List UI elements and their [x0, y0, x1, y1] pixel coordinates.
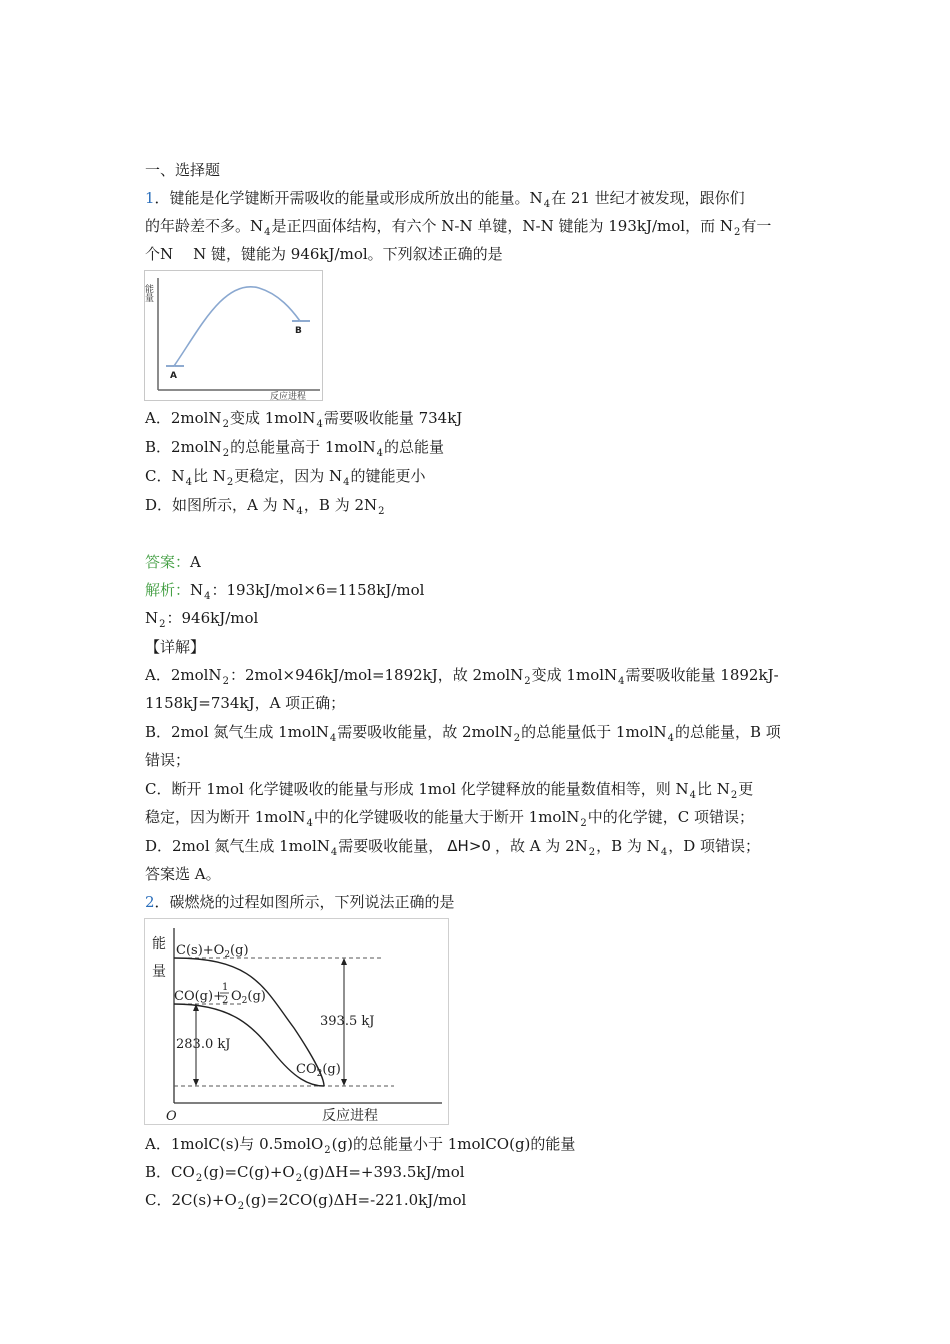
energy-283-label: 283.0 kJ	[176, 1037, 231, 1052]
origin-label: O	[166, 1109, 177, 1124]
answer-label: 答案：	[145, 553, 191, 571]
label-mid-level: CO(g)+	[174, 989, 224, 1004]
q1-text: 是正四面体结构，有六个 N-N 单键，N-N 键能为 193kJ/mol，而 N	[271, 217, 733, 235]
subscript: 2	[524, 676, 531, 687]
q1-text: ．键能是化学键断开需吸收的能量或形成所放出的能量。N	[154, 189, 543, 207]
detail-text: ：2mol×946kJ/mol=1892kJ，故 2molN	[229, 666, 524, 684]
option-text: B．2molN	[145, 438, 222, 456]
subscript: 4	[660, 847, 668, 858]
energy-393-label: 393.5 kJ	[320, 1014, 375, 1029]
subscript: 2	[324, 1145, 331, 1156]
q1-stem-line-2	[145, 216, 771, 236]
q1-text: 的年龄差不多。N	[145, 217, 264, 235]
option-text: D．如图所示，A 为 N	[145, 496, 296, 514]
subscript: 4	[330, 847, 338, 858]
subscript: 4	[343, 477, 350, 488]
y-axis-label-1: 能	[152, 936, 166, 952]
subscript: 4	[376, 448, 383, 459]
option-text: 的键能更小	[350, 467, 426, 485]
detail-text: ，B 为 N	[596, 837, 660, 855]
option-text: (g)=2CO(g)ΔH=-221.0kJ/mol	[245, 1191, 467, 1209]
option-text: 更稳定，因为 N	[234, 467, 343, 485]
detail-text: 需要吸收能量 1892kJ-	[625, 666, 779, 684]
q1-option-b[interactable]	[145, 437, 444, 457]
detail-line-2: 1158kJ=734kJ，A 项正确；	[145, 694, 346, 712]
subscript: 4	[543, 199, 551, 210]
detail-text: D．2mol 氮气生成 1molN	[145, 837, 330, 855]
detail-text: ，D 项错误；	[668, 837, 760, 855]
q1-number: 1	[145, 189, 155, 207]
option-text: 的总能量高于 1molN	[230, 438, 376, 456]
q1-option-a[interactable]	[145, 408, 462, 428]
option-text: 变成 1molN	[229, 409, 316, 427]
point-b-label: B	[295, 326, 302, 336]
detail-line-7	[145, 836, 760, 856]
option-text: C．N	[145, 467, 185, 485]
subscript: 2	[513, 733, 521, 744]
detail-text: 稳定，因为断开 1molN	[145, 808, 306, 826]
point-a-label: A	[170, 371, 177, 381]
detail-line-4: 错误；	[145, 751, 191, 769]
detail-line-5	[145, 779, 753, 799]
q2-option-b[interactable]	[145, 1162, 465, 1182]
y-axis-label: 能量	[144, 284, 153, 302]
detail-text: 的总能量低于 1molN	[521, 723, 667, 741]
x-axis-label: 反应进程	[322, 1108, 378, 1124]
detail-text: C．断开 1mol 化学键吸收的能量与形成 1mol 化学键释放的能量数值相等，则 N	[145, 780, 689, 798]
subscript: 2	[733, 227, 741, 238]
q2-energy-diagram	[144, 918, 450, 1130]
q2-option-a[interactable]	[145, 1134, 575, 1154]
option-text: (g)ΔH=+393.5kJ/mol	[303, 1163, 465, 1181]
detail-text: 变成 1molN	[531, 666, 618, 684]
subscript: 2	[222, 676, 229, 687]
analysis-text: N	[145, 609, 159, 627]
q1-analysis-line-1	[145, 580, 424, 600]
detail-line-1	[145, 665, 779, 685]
q2-stem	[145, 892, 455, 912]
subscript: 4	[316, 419, 323, 430]
subscript: 4	[306, 818, 313, 829]
label-bottom-level: $CO_2(g)$	[296, 1062, 341, 1079]
subscript: 4	[204, 591, 211, 602]
detail-text: 的总能量，B 项	[675, 723, 781, 741]
analysis-label: 解析：	[145, 581, 191, 599]
option-text: (g)=C(g)+O	[203, 1163, 295, 1181]
q1-text: N 键，键能为 946kJ/mol。下列叙述正确的是	[193, 245, 503, 263]
detail-text: ，故 A 为 2N	[494, 837, 588, 855]
detail-text: A．2molN	[145, 666, 222, 684]
detail-text: 需要吸收能量，故 2molN	[337, 723, 513, 741]
answer-value: A	[190, 553, 201, 571]
subscript: 4	[618, 676, 625, 687]
subscript: 4	[264, 227, 271, 238]
subscript: 2	[588, 847, 596, 858]
detail-text: 中的化学键吸收的能量大于断开 1molN	[313, 808, 580, 826]
detail-text: B．2mol 氮气生成 1molN	[145, 723, 329, 741]
q1-stem-line-1	[145, 188, 745, 208]
subscript: 2	[378, 506, 385, 517]
fraction-denominator: 2	[222, 995, 229, 1006]
y-axis-label-2: 量	[152, 964, 166, 980]
q1-energy-diagram	[144, 270, 324, 406]
subscript: 2	[195, 1173, 203, 1184]
x-axis-label: 反应进程	[270, 392, 307, 402]
subscript: 2	[580, 818, 587, 829]
analysis-text: ：193kJ/mol×6=1158kJ/mol	[211, 581, 425, 599]
subscript: 2	[226, 477, 234, 488]
fraction-numerator: 1	[222, 982, 229, 993]
q1-text: 有一	[741, 217, 772, 235]
subscript: 2	[222, 448, 230, 459]
q2-option-c[interactable]	[145, 1190, 466, 1210]
subscript: 2	[222, 419, 229, 430]
subscript: 4	[185, 477, 192, 488]
subscript: 4	[689, 790, 697, 801]
q1-option-d[interactable]	[145, 495, 386, 515]
label-top-level: $C(s)+O_2(g)$	[176, 943, 249, 960]
detail-text: 比 N	[697, 780, 730, 798]
option-text: 的总能量	[384, 438, 445, 456]
label-mid-o2: $O_2(g)$	[231, 989, 266, 1006]
option-text: A．2molN	[145, 409, 222, 427]
q1-text: 在 21 世纪才被发现，跟你们	[551, 189, 745, 207]
q2-text: ．碳燃烧的过程如图所示，下列说法正确的是	[154, 893, 455, 911]
subscript: 4	[667, 733, 675, 744]
detail-line-6	[145, 807, 754, 827]
detail-text: 需要吸收能量，	[338, 837, 444, 855]
detail-line-3	[145, 722, 781, 742]
delta-h-formula: ΔH>0	[447, 837, 491, 855]
detail-title: 【详解】	[145, 638, 206, 656]
detail-text: 中的化学键，C 项错误；	[587, 808, 754, 826]
option-text: 比 N	[192, 467, 226, 485]
subscript: 2	[237, 1201, 245, 1212]
section-title: 一、选择题	[145, 161, 221, 179]
detail-line-8: 答案选 A。	[145, 865, 221, 883]
option-text: A．1molC(s)与 0.5molO	[145, 1135, 324, 1153]
subscript: 2	[295, 1173, 303, 1184]
option-text: B．CO	[145, 1163, 195, 1181]
q1-answer	[145, 552, 201, 572]
q1-analysis-line-2	[145, 608, 258, 628]
q1-option-c[interactable]	[145, 466, 426, 486]
option-text: 需要吸收能量 734kJ	[323, 409, 463, 427]
detail-text: 更	[738, 780, 754, 798]
option-text: C．2C(s)+O	[145, 1191, 237, 1209]
subscript: 4	[329, 733, 337, 744]
analysis-text: N	[190, 581, 204, 599]
subscript: 4	[296, 506, 303, 517]
option-text: ，B 为 2N	[303, 496, 378, 514]
subscript: 2	[730, 790, 738, 801]
q1-text: 个N	[145, 245, 174, 263]
analysis-text: ：946kJ/mol	[166, 609, 259, 627]
q1-stem-line-3	[145, 244, 503, 264]
subscript: 2	[159, 619, 166, 630]
q2-number: 2	[145, 893, 155, 911]
option-text: (g)的总能量小于 1molCO(g)的能量	[331, 1135, 576, 1153]
